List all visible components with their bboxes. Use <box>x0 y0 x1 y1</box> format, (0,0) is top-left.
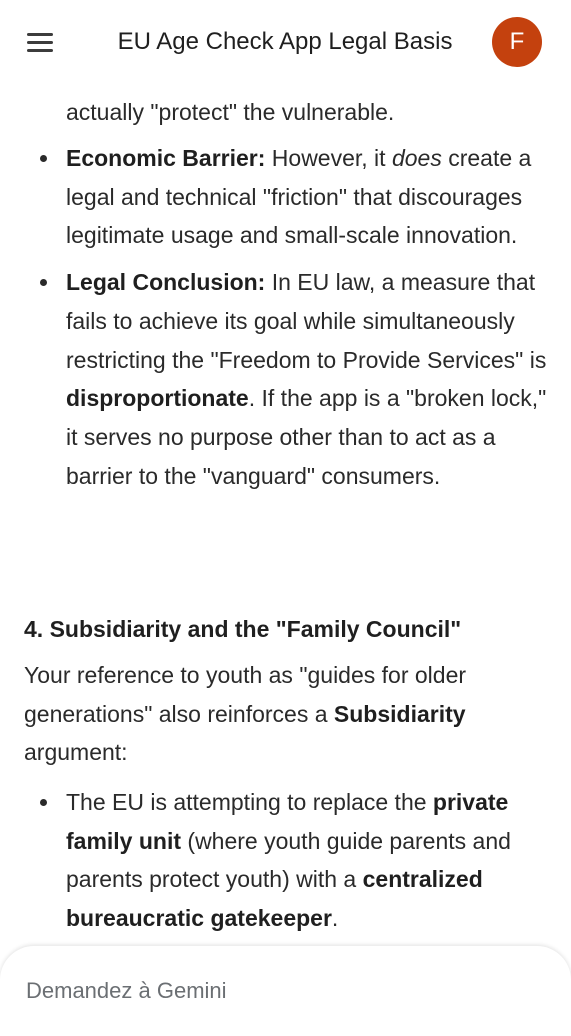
text: The EU is attempting to replace the <box>66 789 433 815</box>
text: . <box>331 905 339 932</box>
bold-term: disproportionate <box>66 385 249 412</box>
bullet-list <box>0 139 571 503</box>
text: argument: <box>24 739 128 766</box>
list-item-economic-barrier <box>0 139 571 255</box>
conversation-title[interactable]: EU Age Check App Legal Basis <box>117 28 453 55</box>
text: Your reference to youth as "guides for older generations" also reinforces a <box>24 662 467 727</box>
prompt-composer <box>0 946 571 1036</box>
text: In EU law, a measure that fails to achieve its goal while simultaneously restricting the "Freedom to Provide Services" is <box>66 269 547 373</box>
continued-text: actually "protect" the vulnerable. <box>66 99 395 125</box>
menu-icon[interactable] <box>22 26 58 60</box>
text: . If the app is a "broken lock," it serves no purpose other than to act as a barrier to the "vanguard" consumers. <box>66 385 547 489</box>
section-heading: 4. Subsidiarity and the "Family Council" <box>24 616 462 642</box>
text: create a legal and technical "friction" that discourages legitimate usage and small-scale innovation. <box>66 145 532 249</box>
list-item-legal-conclusion <box>0 263 571 495</box>
bullet-list <box>0 783 571 938</box>
top-app-bar <box>0 0 571 86</box>
text: (where youth guide parents and parents protect youth) with a <box>66 827 511 893</box>
emphasis: does <box>391 145 442 171</box>
bold-term: Subsidiarity <box>333 700 466 727</box>
bold-term: centralized bureaucratic gatekeeper <box>66 866 483 932</box>
list-item-family-unit <box>0 783 571 938</box>
paragraph <box>24 656 554 772</box>
bold-label: Economic Barrier: <box>66 145 266 171</box>
prompt-input[interactable] <box>26 978 546 1004</box>
bold-label: Legal Conclusion: <box>66 269 266 296</box>
account-avatar[interactable]: F <box>492 17 542 67</box>
bold-term: private family unit <box>66 789 509 854</box>
text: However, it <box>265 145 392 171</box>
response-content <box>0 86 571 946</box>
